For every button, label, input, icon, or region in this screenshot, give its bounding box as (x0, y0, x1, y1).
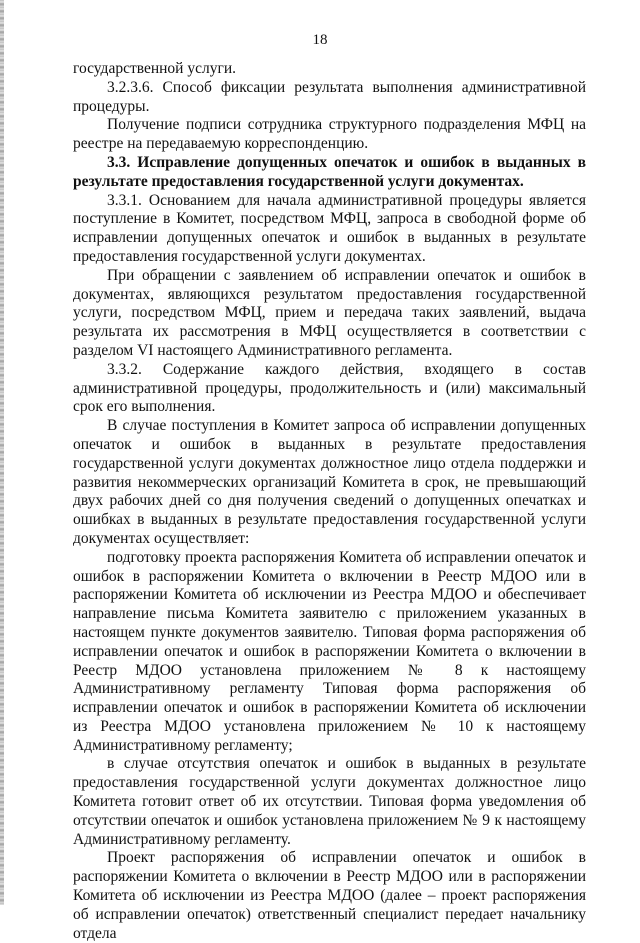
paragraph-no-errors: в случае отсутствия опечаток и ошибок в выданных в результате предоставления государственной услуги документах должностное лицо Комитета готовит ответ об их отсутствии. Типовая форма уведомления об отсутствии опечаток и ошибок установлена приложением № 9 к настоящему Административному регламенту. (73, 755, 586, 848)
section-heading-3-3: 3.3. Исправление допущенных опечаток и ошибок в выданных в результате предоставления государственной услуги документах. (73, 153, 586, 190)
paragraph-continuation: государственной услуги. (73, 60, 236, 77)
paragraph-draft-handover: Проект распоряжения об исправлении опечаток и ошибок в распоряжении Комитета о включении в Реестр МДОО или в распоряжении Комитета об исключении из Реестра МДОО (далее – проект распоряжения об исправлении опечаток) ответственный специалист передает начальнику отдела (73, 849, 586, 942)
paragraph-3-2-3-6: 3.2.3.6. Способ фиксации результата выполнения административной процедуры. (73, 78, 586, 115)
paragraph-draft-order: подготовку проекта распоряжения Комитета об исправлении опечаток и ошибок в распоряжении Комитета о включении в Реестр МДОО или в распоряжении Комитета об исключении из Реестра МДОО и обеспечивает направление письма Комитета заявителю с приложением указанных в настоящем пункте документов заявителю. Типовая форма распоряжения об исправлении опечаток и ошибок в распоряжении Комитета о включении в Реестр МДОО установлена приложением № 8 к настоящему Административному регламенту Типовая форма распоряжения об исправлении опечаток и ошибок в распоряжении Комитета об исключении из Реестра МДОО установлена приложением № 10 к настоящему Административному регламенту; (73, 548, 586, 754)
paragraph-signature: Получение подписи сотрудника структурного подразделения МФЦ на реестре на передаваемую корреспонденцию. (73, 116, 586, 153)
document-body (73, 60, 586, 943)
paragraph-3-3-1: 3.3.1. Основанием для начала административной процедуры является поступление в Комитет, посредством МФЦ, запроса в свободной форме об исправлении допущенных опечаток и ошибок в выданных в результате предоставления государственной услуги документах. (73, 191, 586, 265)
paragraph-mfc-requests: При обращении с заявлением об исправлении опечаток и ошибок в документах, являющихся результатом предоставления государственной услуги, посредством МФЦ, прием и передача таких заявлений, выдача результата их рассмотрения в МФЦ осуществляется в соответствии с разделом VI настоящего Административного регламента. (73, 266, 586, 359)
page-number: 18 (312, 32, 328, 48)
scan-edge (0, 0, 4, 905)
paragraph-request-received: В случае поступления в Комитет запроса об исправлении допущенных опечаток и ошибок в выданных в результате предоставления государственной услуги документах должностное лицо отдела поддержки и развития некоммерческих организаций Комитета в срок, не превышающий двух рабочих дней со дня получения сведений о допущенных опечатках и ошибках в выданных в результате предоставления государственной услуги документах осуществляет: (73, 417, 586, 547)
paragraph-3-3-2: 3.3.2. Содержание каждого действия, входящего в состав административной процедуры, продолжительность и (или) максимальный срок его выполнения. (73, 360, 586, 416)
